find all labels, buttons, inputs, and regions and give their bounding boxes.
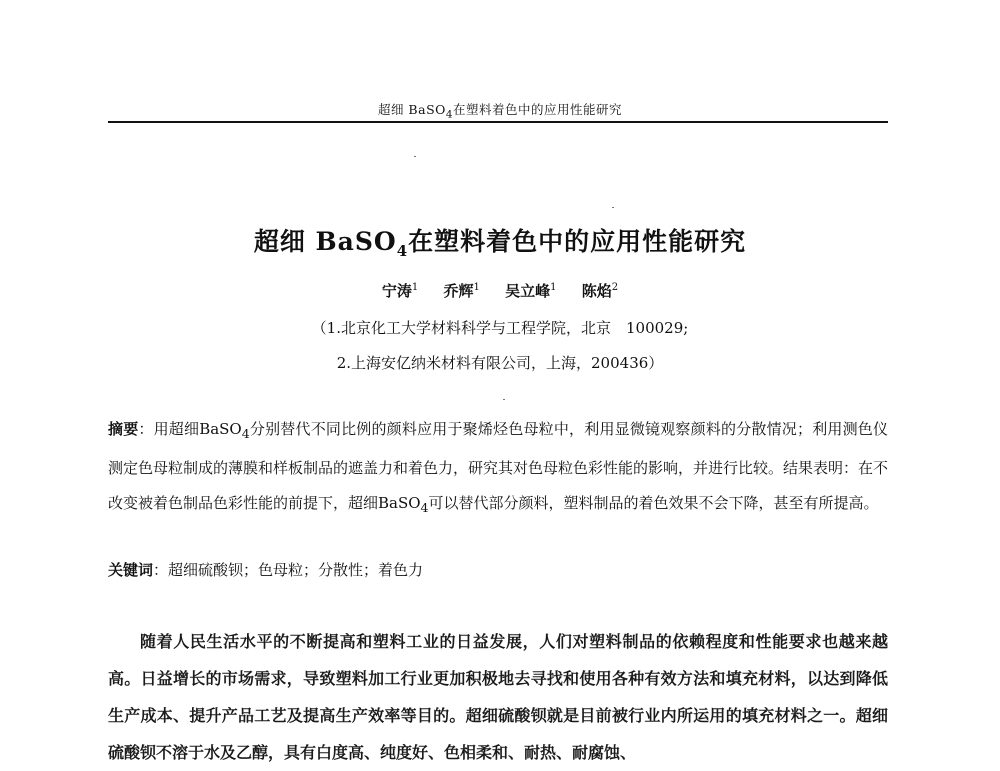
author-name: 陈焰 <box>581 282 612 300</box>
abstract-text: 分别替代不同比例的颜料应用于聚烯烃色母粒中，利用显微镜观察颜料的分散情况；利用测色仪测定色母粒制成的薄膜和样板制品的遮盖力和着色力，研究其对色母粒色彩性能的影响，并进行比较。结果表明：在不改变被着色制品色彩性能的前提下，超细BaSO <box>108 420 889 512</box>
body-paragraph: 随着人民生活水平的不断提高和塑料工业的日益发展，人们对塑料制品的依赖程度和性能要求也越来越高。日益增长的市场需求，导致塑料加工行业更加积极地去寻找和使用各种有效方法和填充材料，以达到降低生产成本、提升产品工艺及提高生产效率等目的。超细硫酸钡就是目前被行业内所运用的填充材料之一。超细硫酸钡不溶于水及乙醇，具有白度高、纯度好、色相柔和、耐热、耐腐蚀、 <box>108 632 888 762</box>
abstract-subscript: 4 <box>241 426 250 441</box>
running-header-subscript: 4 <box>445 108 454 121</box>
title-suffix: 在塑料着色中的应用性能研究 <box>408 227 747 256</box>
author <box>582 282 618 300</box>
keywords-label: 关键词 <box>108 561 154 579</box>
scan-speck <box>503 399 505 400</box>
running-header-suffix: 在塑料着色中的应用性能研究 <box>453 102 623 117</box>
paper-title <box>0 222 1000 260</box>
author-affiliation-mark: 2 <box>611 282 619 293</box>
affiliation-line-2: 2.上海安亿纳米材料有限公司，上海，200436） <box>336 354 664 372</box>
author-name: 宁涛 <box>381 282 412 300</box>
abstract-text: 可以替代部分颜料，塑料制品的着色效果不会下降，甚至有所提高。 <box>428 494 879 512</box>
title-prefix: 超细 BaSO <box>253 227 397 256</box>
title-subscript: 4 <box>396 242 409 260</box>
author <box>382 282 418 300</box>
author-name: 乔辉 <box>443 282 474 300</box>
keywords <box>108 559 888 581</box>
affiliation-line-1: （1.北京化工大学材料科学与工程学院，北京 100029; <box>311 319 689 337</box>
running-header <box>0 100 1000 121</box>
author-affiliation-mark: 1 <box>550 282 557 293</box>
abstract <box>108 412 888 525</box>
abstract-text: ：用超细BaSO <box>138 420 242 438</box>
scan-speck <box>612 207 614 208</box>
author-list <box>0 280 1000 301</box>
running-header-prefix: 超细 BaSO <box>377 102 446 117</box>
scan-speck <box>414 156 416 157</box>
header-rule <box>108 121 888 123</box>
keywords-text: ：超细硫酸钡；色母粒；分散性；着色力 <box>153 561 424 579</box>
abstract-label: 摘要 <box>108 420 139 438</box>
author-affiliation-mark: 1 <box>411 282 419 293</box>
abstract-subscript: 4 <box>420 500 429 515</box>
author-affiliation-mark: 1 <box>473 282 480 293</box>
author <box>443 282 479 300</box>
author <box>505 282 556 300</box>
author-name: 吴立峰 <box>505 282 551 300</box>
